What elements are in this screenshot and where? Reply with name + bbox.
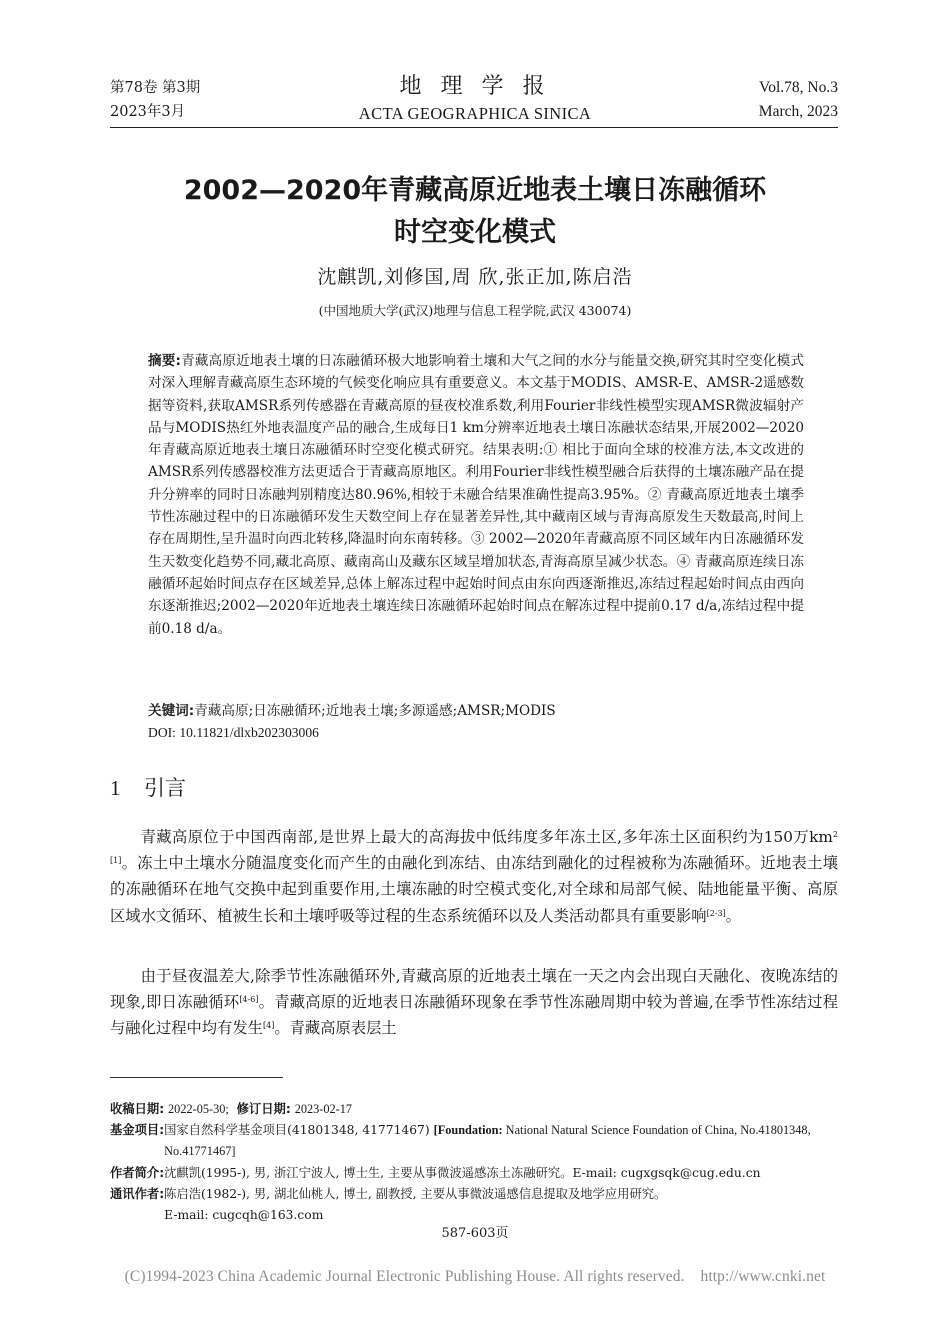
footnote-corresponding — [110, 1184, 838, 1226]
copyright-watermark — [0, 1268, 950, 1286]
body-paragraph-1 — [110, 824, 838, 929]
p2-text-b: 。青藏高原的近地表日冻融循环现象在季节性冻融周期中较为普遍,在季节性冻结过程与融化过程中均有发生 — [110, 993, 838, 1038]
funding-label: 基金项目: — [110, 1123, 165, 1138]
section-heading — [110, 773, 186, 803]
page-range: 587-603页 — [441, 1226, 509, 1241]
title-line-1: 2002—2020年青藏高原近地表土壤日冻融循环 — [183, 175, 767, 206]
abstract-label: 摘要: — [148, 353, 181, 369]
p2-text-a: 由于昼夜温差大,除季节性冻融循环外,青藏高原的近地表土壤在一天之内会出现白天融化、夜晚冻结的现象,即日冻融循环 — [110, 967, 838, 1012]
p2-text-c: 。青藏高原表层土 — [274, 1019, 397, 1038]
footnote-funding — [110, 1120, 838, 1162]
revised-date: 2023-02-17 — [294, 1102, 353, 1116]
p1-text-c: 。 — [725, 906, 742, 925]
keywords — [148, 700, 804, 722]
header-right — [759, 76, 838, 124]
citation-4-6: [4-6] — [239, 995, 259, 1005]
journal-name-en: ACTA GEOGRAPHICA SINICA — [358, 104, 592, 123]
funding-en-label: [Foundation: — [433, 1123, 503, 1138]
title-line-2: 时空变化模式 — [394, 217, 556, 248]
header-divider — [110, 127, 838, 128]
funding-value — [164, 1120, 838, 1162]
footnote-divider — [110, 1077, 283, 1078]
section-title: 引言 — [144, 776, 186, 800]
volume-issue-cn: 第78卷 第3期 — [110, 80, 201, 96]
corresponding-label: 通讯作者: — [110, 1186, 165, 1201]
doi: DOI: 10.11821/dlxb202303006 — [148, 725, 319, 740]
funding-en: National Natural Science Foundation of China, No.41801348, No.41771467] — [164, 1123, 811, 1159]
citation-4: [4] — [262, 1021, 275, 1031]
received-date: 2022-05-30; — [168, 1102, 229, 1116]
corresponding-bio: 陈启浩(1982-), 男, 湖北仙桃人, 博士, 副教授, 主要从事微波遥感信息提取及地学应用研究。 — [164, 1186, 667, 1201]
citation-1: 2 [1] — [110, 830, 838, 866]
p1-text-a: 青藏高原位于中国西南部,是世界上最大的高海拔中低纬度多年冻土区,多年冻土区面积约为150万km — [140, 828, 833, 846]
received-label: 收稿日期: — [110, 1102, 165, 1116]
footnote-author — [110, 1163, 838, 1184]
author-bio-label: 作者简介: — [110, 1165, 165, 1180]
date-cn: 2023年3月 — [110, 104, 186, 120]
volume-issue-en: Vol.78, No.3 — [759, 79, 838, 96]
corresponding-value — [164, 1184, 838, 1226]
funding-cn: 国家自然科学基金项目(41801348, 41771467) — [164, 1123, 434, 1138]
paper-title — [0, 170, 950, 254]
corresponding-email[interactable]: E-mail: cugcqh@163.com — [164, 1208, 324, 1223]
abstract — [148, 350, 804, 640]
citation-2-3: [2-3] — [706, 908, 726, 918]
body-paragraph-2 — [110, 963, 838, 1042]
journal-name-cn: 地 理 学 报 — [399, 74, 551, 99]
revised-label: 修订日期: — [236, 1102, 291, 1116]
keywords-text: 青藏高原;日冻融循环;近地表土壤;多源遥感;AMSR;MODIS — [194, 703, 556, 719]
footnotes — [110, 1099, 838, 1226]
copyright-text: (C)1994-2023 China Academic Journal Electronic Publishing House. All rights reserved. http://www.cnki.net — [124, 1268, 826, 1285]
abstract-text: 青藏高原近地表土壤的日冻融循环极大地影响着土壤和大气之间的水分与能量交换,研究其时空变化模式对深入理解青藏高原生态环境的气候变化响应具有重要意义。本文基于MODIS、AMSR-E、AMSR-2遥感数据等资料,获取AMSR系列传感器在青藏高原的昼夜校准系数,利用Fourier非线性模型实现AMSR微波辐射产品与MODIS热红外地表温度产品的融合,生成每日1 km分辨率近地表土壤日冻融状态结果,开展2002—2020年青藏高原近地表土壤日冻融循环时空变化模式研究。结果表明:① 相比于面向全球的校准方法,本文改进的AMSR系列传感器校准方法更适合于青藏高原地区。利用Fourier非线性模型融合后获得的土壤冻融产品在提升分辨率的同时日冻融判别精度达80.96%,相较于未融合结果准确性提高3.95%。② 青藏高原近地表土壤季节性冻融过程中的日冻融循环发生天数空间上存在显著差异性,其中藏南区域与青海高原发生天数最高,时间上存在周期性,呈升温时向西北转移,降温时向东南转移。③ 2002—2020年青藏高原不同区域年内日冻融循环发生天数变化趋势不同,藏北高原、藏南高山及藏东区域呈增加状态,青海高原呈减少状态。④ 青藏高原连续日冻融循环起始时间点存在区域差异,总体上解冻过程中起始时间点由东向西逐渐推迟,冻结过程起始时间点由西向东逐渐推迟;2002—2020年近地表土壤连续日冻融循环起始时间点在解冻过程中提前0.17 d/a,冻结过程中提前0.18 d/a。 — [148, 353, 804, 637]
affiliation: (中国地质大学(武汉)地理与信息工程学院,武汉 430074) — [318, 303, 632, 318]
footnote-dates — [110, 1099, 838, 1120]
p1-text-b: 。冻土中土壤水分随温度变化而产生的由融化到冻结、由冻结到融化的过程被称为冻融循环。近地表土壤的冻融循环在地气交换中起到重要作用,土壤冻融的时空模式变化,对全球和局部气候、陆地能量平衡、高原区域水文循环、植被生长和土壤呼吸等过程的生态系统循环以及人类活动都具有重要影响 — [110, 854, 838, 925]
author-bio: 沈麒凯(1995-), 男, 浙江宁波人, 博士生, 主要从事微波遥感冻土冻融研究。E-mail: cugxgsqk@cug.edu.cn — [164, 1165, 761, 1180]
section-number: 1 — [110, 776, 121, 800]
date-en: March, 2023 — [758, 103, 838, 120]
author-list: 沈麒凯,刘修国,周 欣,张正加,陈启浩 — [317, 266, 633, 288]
keywords-label: 关键词: — [148, 703, 195, 719]
